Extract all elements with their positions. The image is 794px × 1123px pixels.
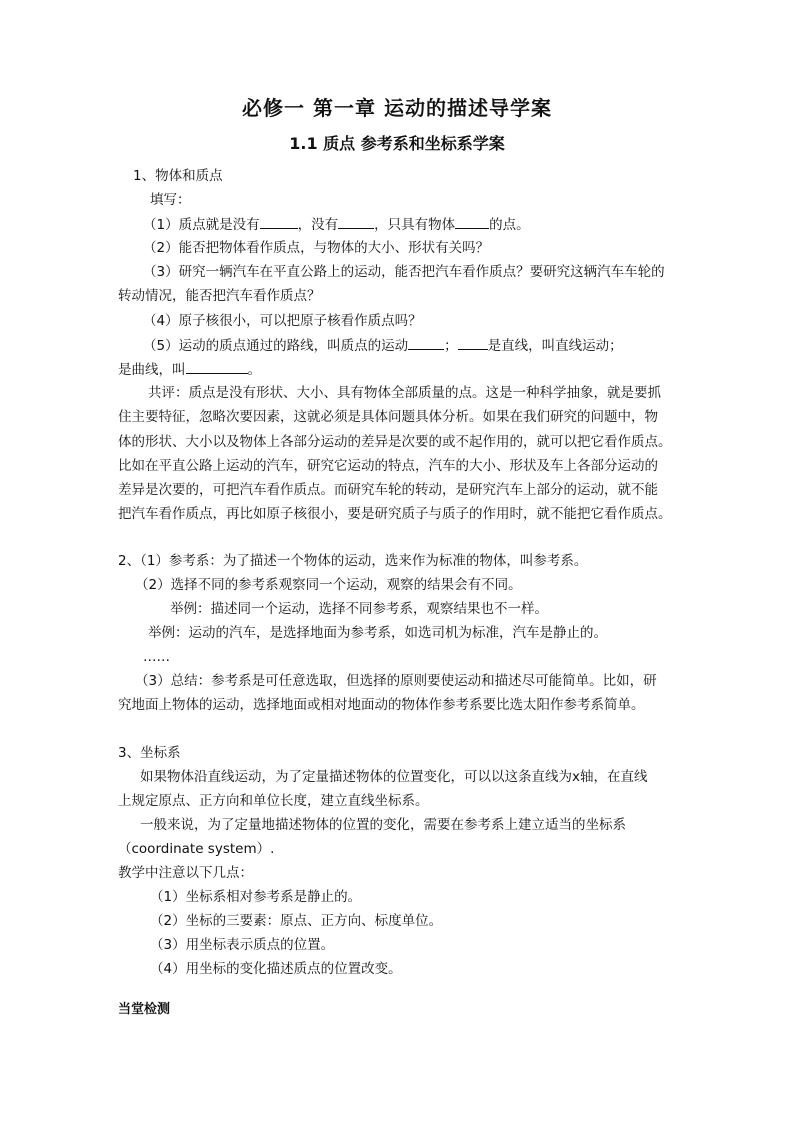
- coordinate-paragraph-2-line-2: （coordinate system）.: [118, 841, 275, 857]
- section-2-line-2: （2）选择不同的参考系观察同一个运动，观察的结果会有不同。: [135, 577, 522, 593]
- question-5-part-c: 是直线，叫直线运动；: [487, 338, 623, 354]
- question-2: （2）能否把物体看作质点，与物体的大小、形状有关吗？: [143, 240, 490, 256]
- question-5-line-2-part-b: 。: [247, 362, 261, 378]
- question-5-part-b: ；: [444, 338, 458, 354]
- comment-line: 住主要特征，忽略次要因素，这就必须是具体问题具体分析。如果在我们研究的问题中，物: [118, 409, 658, 425]
- question-1-part-d: 的点。: [489, 217, 530, 233]
- question-1-part-c: ，只具有物体: [374, 217, 456, 233]
- note-item: （4）用坐标的变化描述质点的位置改变。: [150, 961, 402, 977]
- comment-line: 共评：质点是没有形状、大小、具有物体全部质量的点。这是一种科学抽象，就是要抓: [148, 385, 661, 401]
- answer-blank[interactable]: [338, 214, 374, 229]
- question-3-line-1: （3）研究一辆汽车在平直公路上的运动，能否把汽车看作质点？要研究这辆汽车车轮的: [143, 264, 665, 280]
- example-1: 举例：描述同一个运动，选择不同参考系，观察结果也不一样。: [170, 601, 548, 617]
- summary-line-1: （3）总结：参考系是可任意选取，但选择的原则要使运动和描述尽可能简单。比如，研: [135, 673, 657, 689]
- answer-blank[interactable]: [186, 359, 248, 374]
- notes-label: 教学中注意以下几点：: [118, 865, 253, 881]
- ellipsis: ……: [143, 649, 170, 665]
- fill-label: 填写：: [150, 192, 191, 208]
- answer-blank[interactable]: [455, 214, 489, 229]
- answer-blank[interactable]: [458, 335, 488, 350]
- coordinate-paragraph-2-line-1: 一般来说，为了定量地描述物体的位置的变化，需要在参考系上建立适当的坐标系: [140, 817, 626, 833]
- question-5-line-2-part-a: 是曲线，叫: [118, 362, 186, 378]
- question-1-part-b: ，没有: [297, 217, 339, 233]
- summary-line-2: 究地面上物体的运动，选择地面或相对地面动的物体作参考系要比选太阳作参考系简单。: [118, 697, 645, 713]
- question-5: [143, 335, 623, 356]
- comment-line: 差异是次要的，可把汽车看作质点。而研究车轮的转动，是研究汽车上部分的运动，就不能: [118, 482, 658, 498]
- question-1-part-a: （1）质点就是没有: [143, 217, 260, 233]
- question-4: （4）原子核很小，可以把原子核看作质点吗？: [143, 313, 422, 329]
- note-item: （1）坐标系相对参考系是静止的。: [150, 889, 362, 905]
- in-class-test-heading: 当堂检测: [118, 1002, 171, 1017]
- question-5-line-2: [118, 359, 261, 380]
- coordinate-paragraph-1-line-2: 上规定原点、正方向和单位长度，建立直线坐标系。: [118, 793, 429, 809]
- comment-line: 把汽车看作质点，再比如原子核很小，要是研究质子与质子的作用时，就不能把它看作质点。: [118, 506, 672, 522]
- section-2-line-1: 2、（1）参考系：为了描述一个物体的运动，选来作为标准的物体，叫参考系。: [118, 553, 588, 569]
- page-title: 必修一 第一章 运动的描述导学案: [242, 96, 552, 120]
- section-1-heading: 1、物体和质点: [133, 168, 223, 184]
- answer-blank[interactable]: [408, 335, 444, 350]
- comment-line: 体的形状、大小以及物体上各部分运动的差异是次要的或不起作用的，就可以把它看作质点。: [118, 434, 672, 450]
- answer-blank[interactable]: [260, 214, 298, 229]
- question-5-part-a: （5）运动的质点通过的路线，叫质点的运动: [143, 338, 409, 354]
- example-2: 举例：运动的汽车，是选择地面为参考系，如选司机为标准，汽车是静止的。: [148, 625, 607, 641]
- page-subtitle: 1.1 质点 参考系和坐标系学案: [289, 134, 505, 153]
- coordinate-paragraph-1-line-1: 如果物体沿直线运动，为了定量描述物体的位置变化，可以以这条直线为x轴，在直线: [140, 769, 648, 785]
- question-3-line-2: 转动情况，能否把汽车看作质点？: [118, 288, 321, 304]
- question-1: [143, 214, 530, 235]
- note-item: （3）用坐标表示质点的位置。: [150, 937, 335, 953]
- section-3-heading: 3、坐标系: [118, 745, 181, 761]
- comment-line: 比如在平直公路上运动的汽车，研究它运动的特点，汽车的大小、形状及车上各部分运动的: [118, 458, 658, 474]
- note-item: （2）坐标的三要素：原点、正方向、标度单位。: [150, 913, 443, 929]
